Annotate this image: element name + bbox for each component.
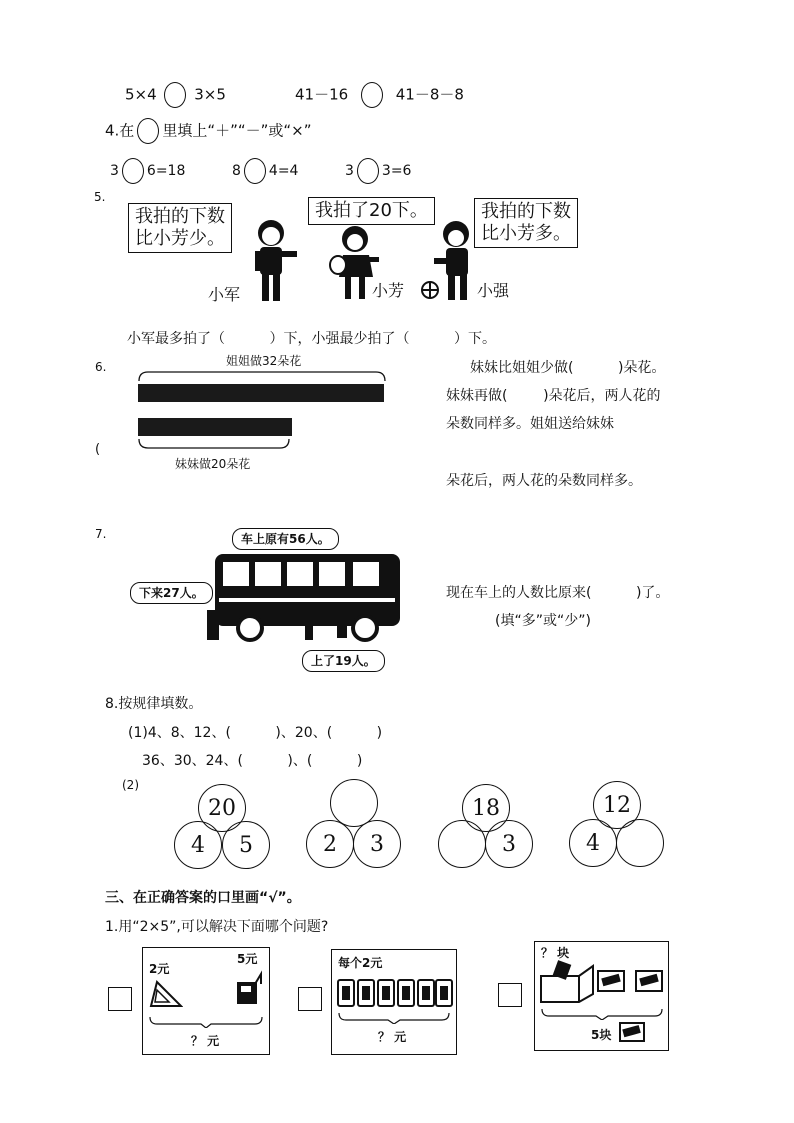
- total-unknown: ？ 元: [378, 1030, 407, 1044]
- pencil-sharpener-icon: [235, 970, 263, 1006]
- sister-label: 姐姐做32朵花: [226, 354, 302, 368]
- bottom-brace: [149, 1016, 263, 1028]
- option-box-2: [331, 949, 457, 1055]
- option-box-3: [534, 941, 669, 1051]
- compare-row: [125, 82, 226, 108]
- price-right: 5元: [237, 952, 258, 966]
- sister-bar: [138, 384, 384, 402]
- eraser-icon: [619, 1022, 645, 1042]
- answer-checkbox-2[interactable]: [298, 987, 322, 1011]
- q8-part-2: (2): [122, 778, 139, 792]
- bottom-brace: [138, 438, 290, 450]
- q6-paren: (: [95, 442, 101, 457]
- q6-text-3: 朵数同样多。姐姐送给妹妹: [446, 416, 614, 432]
- sample-circle: [137, 118, 159, 144]
- bubble-got-on-19: 上了19人。: [302, 650, 385, 672]
- q4-right: 3=6: [381, 163, 412, 179]
- expr-3x5: 3×5: [194, 85, 226, 104]
- q6-text-4: 朵花后，两人花的朵数同样多。: [446, 473, 642, 489]
- q8-line-2: 36、30、24、( )、( ): [142, 753, 363, 769]
- name-xiaoqiang: 小强: [477, 281, 510, 300]
- answer-circle[interactable]: [357, 158, 379, 184]
- q8-line-1: (1)4、8、12、( )、20、( ): [128, 725, 383, 741]
- bottom-brace: [338, 1012, 450, 1024]
- answer-circle[interactable]: [164, 82, 186, 108]
- eraser-icon: [635, 970, 663, 992]
- battery-icons: [336, 976, 454, 1008]
- q4-title-pre: 4.在: [105, 121, 135, 140]
- section-3-title: 三、在正确答案的口里画“√”。: [105, 890, 301, 906]
- speech-bubble-xiaofang: 我拍了20下。: [308, 197, 435, 225]
- number-circle-right: 3: [353, 820, 401, 868]
- q4-right: 6=18: [146, 163, 186, 179]
- answer-checkbox-3[interactable]: [498, 983, 522, 1007]
- eraser-icon: [597, 970, 625, 992]
- q4-title-post: 里填上“＋”“－”或“×”: [162, 121, 312, 140]
- number-circle-top: 20: [198, 784, 246, 832]
- boy-figure-xiaojun: [245, 215, 300, 305]
- bus-illustration: [205, 548, 405, 648]
- q4-item-3: [345, 158, 411, 184]
- name-xiaofang: 小芳: [372, 281, 405, 300]
- number-circle-left[interactable]: [438, 820, 486, 868]
- q6-text-2: 妹妹再做( )朵花后，两人花的: [446, 388, 661, 404]
- q6-number: 6.: [95, 360, 107, 374]
- younger-sister-bar: [138, 418, 292, 436]
- box-of-erasers-icon: [539, 960, 595, 1004]
- q4-right: 4=4: [268, 163, 299, 179]
- q4-left: 3: [345, 163, 354, 179]
- answer-checkbox-1[interactable]: [108, 987, 132, 1011]
- q4-left: 3: [110, 163, 119, 179]
- boy-figure-xiaoqiang: [420, 218, 480, 303]
- number-circle-right: 3: [485, 820, 533, 868]
- number-circle-right[interactable]: [616, 819, 664, 867]
- section-3-q1: 1.用“2×5”,可以解决下面哪个问题?: [105, 919, 329, 935]
- answer-circle[interactable]: [122, 158, 144, 184]
- number-circle-left: 2: [306, 820, 354, 868]
- q7-text-1: 现在车上的人数比原来( )了。: [446, 585, 670, 601]
- bubble-original-56: 车上原有56人。: [232, 528, 339, 550]
- q4-item-1: [110, 158, 185, 184]
- answer-circle[interactable]: [244, 158, 266, 184]
- number-circle-left: 4: [569, 819, 617, 867]
- younger-sister-label: 妹妹做20朵花: [175, 457, 251, 471]
- name-xiaojun: 小军: [208, 285, 241, 304]
- number-circle-top: 12: [593, 781, 641, 829]
- number-circle-right: 5: [222, 821, 270, 869]
- option-box-1: [142, 947, 270, 1055]
- expr-5x4: 5×4: [125, 85, 157, 104]
- expr-41-8-8: 41－8－8: [395, 85, 464, 104]
- q6-text-1: 妹妹比姐姐少做( )朵花。: [470, 360, 666, 376]
- top-brace: [138, 370, 386, 382]
- q5-number: 5.: [94, 190, 106, 204]
- number-circle-left: 4: [174, 821, 222, 869]
- bottom-brace: [541, 1008, 663, 1020]
- q4-left: 8: [232, 163, 241, 179]
- q8-title: 8.按规律填数。: [105, 696, 203, 712]
- price-left: 2元: [149, 962, 170, 976]
- bubble-got-off-27: 下来27人。: [130, 582, 213, 604]
- speech-bubble-xiaoqiang: 我拍的下数 比小芳多。: [474, 198, 578, 248]
- q4-title: [105, 118, 312, 144]
- price-each: 每个2元: [338, 956, 383, 970]
- total-unknown: ？ 元: [191, 1034, 220, 1048]
- speech-bubble-xiaojun: 我拍的下数 比小芳少。: [128, 203, 232, 253]
- expr-41-16: 41－16: [295, 85, 349, 104]
- answer-circle[interactable]: [361, 82, 383, 108]
- q7-text-2: (填“多”或“少”): [495, 613, 591, 629]
- compare-row-2: [295, 82, 464, 108]
- price-label: 5块: [591, 1028, 612, 1042]
- ruler-set-icon: [149, 978, 183, 1008]
- q4-item-2: [232, 158, 298, 184]
- q7-number: 7.: [95, 527, 107, 541]
- number-circle-top: 18: [462, 784, 510, 832]
- count-unknown: ？ 块: [541, 946, 570, 960]
- q5-question: 小军最多拍了（ ）下，小强最少拍了（ ）下。: [127, 331, 497, 347]
